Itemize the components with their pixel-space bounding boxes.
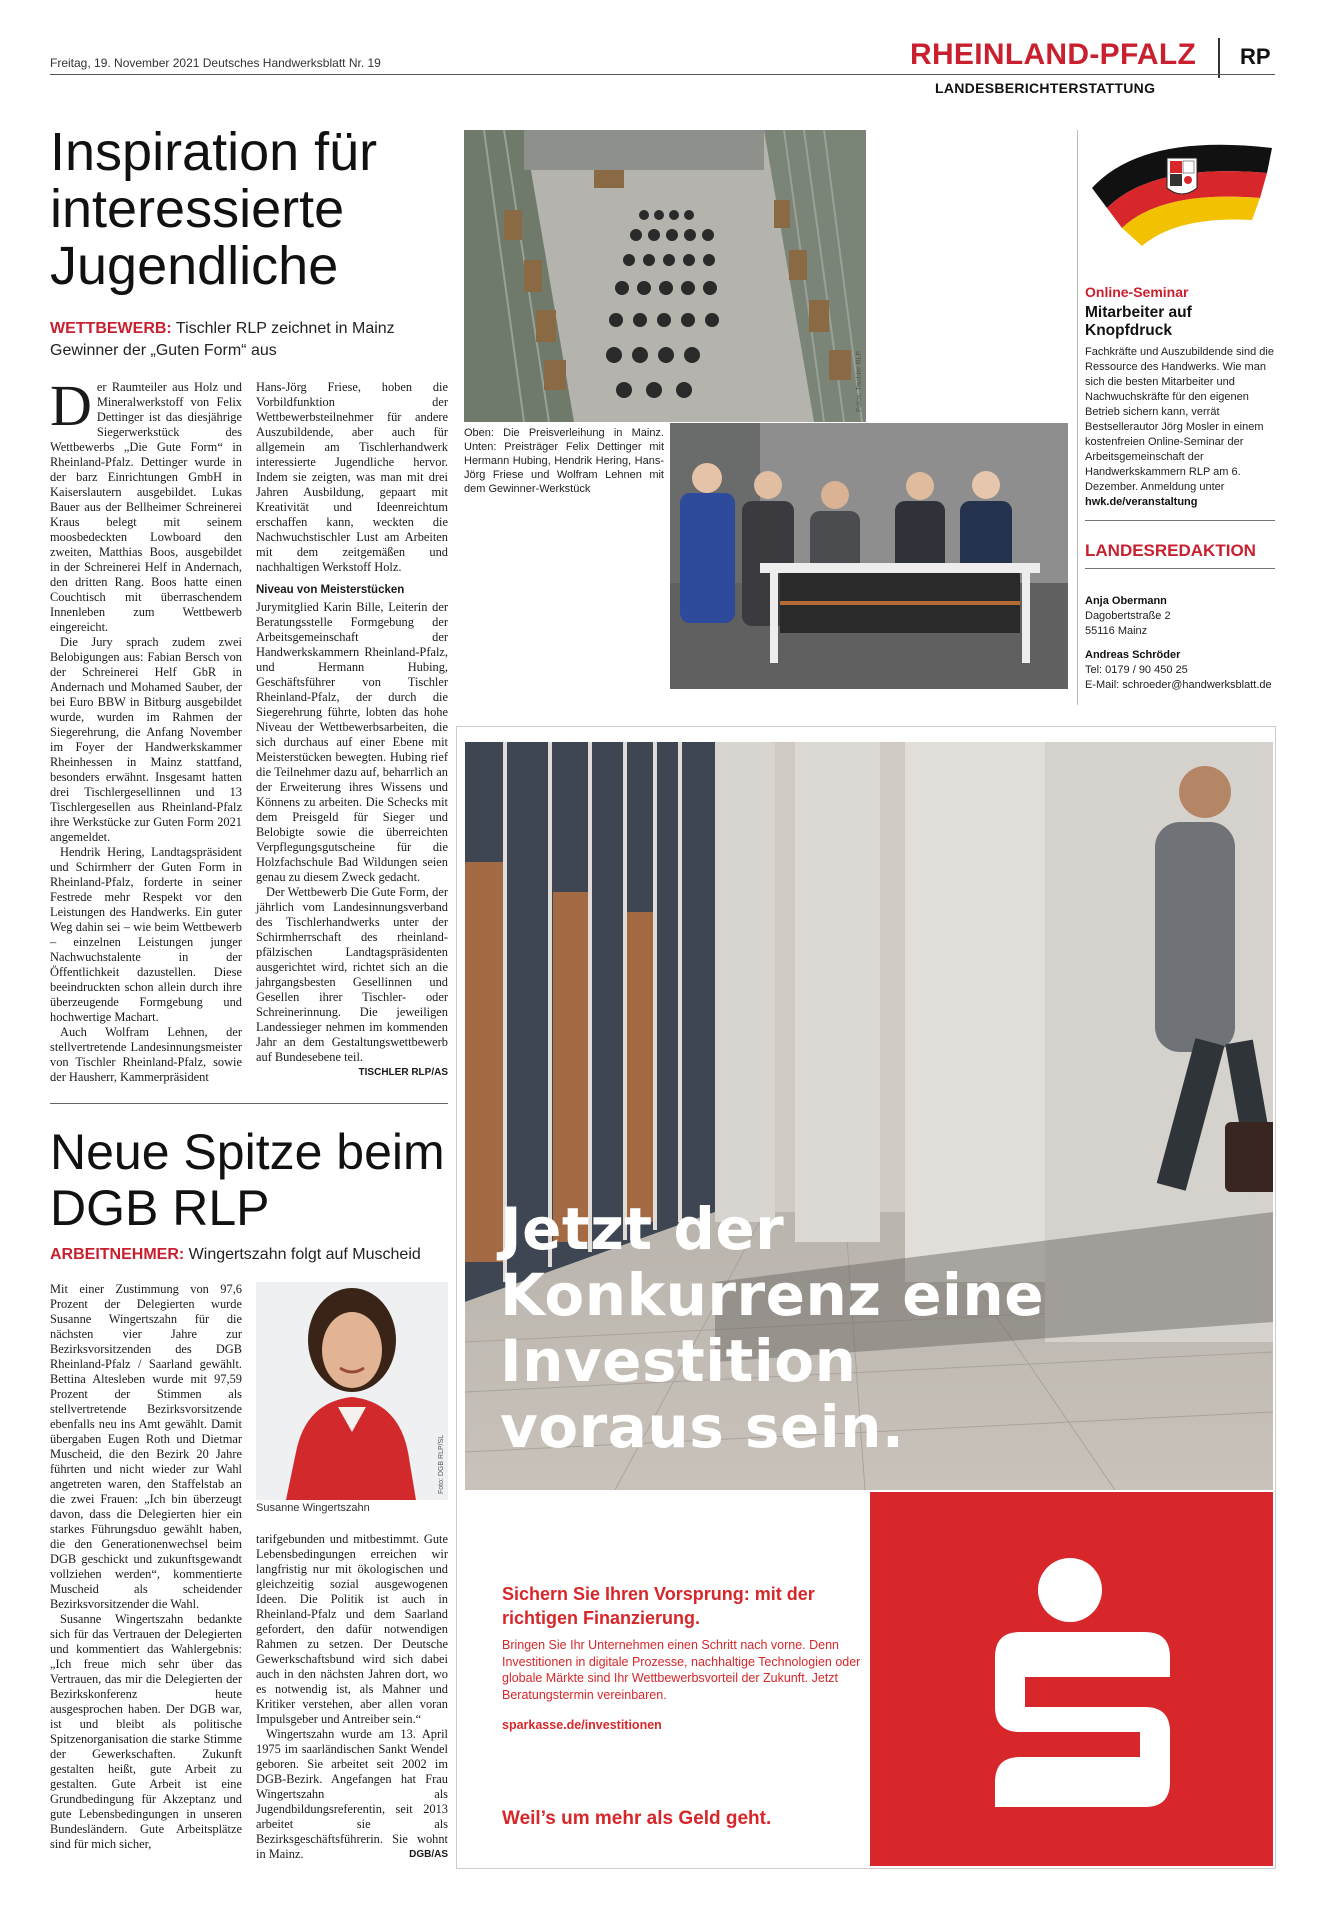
portrait-photo [256,1282,448,1500]
portrait-illustration [256,1282,448,1500]
article-2-column-1 [50,1282,242,1852]
photo-winners-group [670,423,1068,689]
sidebar-rule [1085,520,1275,521]
kicker-text: Wingertszahn folgt auf Muscheid [184,1246,421,1263]
article-2-column-2 [256,1532,448,1862]
portrait-caption: Susanne Wingertszahn [256,1502,370,1514]
contact-block [1085,594,1285,693]
ad-logo-panel [870,1492,1273,1866]
paragraph [256,1727,448,1862]
contact-name: Andreas Schröder [1085,649,1181,661]
paragraph-text: Der Wettbewerb Die Gute Form, der jährlich vom Landesinnungsverband des Tischlerhandwerks unter der Schirmherrschaft des rheinland-pfälzischen Landtagspräsidenten ausgerichtet wird, richtet sich an die jahrgangsbesten Gesellinnen und Gesellen ihrer Tischler- oder Schreinerinnung. Die jeweiligen Landessieger nehmen im kommenden Jahr an dem Gestaltungswettbewerb auf Bundesebene teil. [256,885,448,1064]
seminar-body [1085,345,1275,510]
article-1-column-1 [50,373,242,1085]
paragraph: Hans-Jörg Friese, hoben die Vorbildfunktion der Wettbewerbsteilnehmer für andere Auszubildende, aber auch für allgemein am Tischlerhandwerk interessierte Jugendliche hervor. Indem sie zeigten, was man mit drei Jahren Ausbildung, gepaart mit Kreativität und Ideenreichtum erschaffen kann, weckten die Nachwuchstischler Lust am Arbeiten mit dem zeitgemäßen und nachhaltigen Werkstoff Holz. [256,380,448,574]
article-title-1: Inspiration für interessierte Jugendliche [50,122,378,296]
sidebar-divider [1077,130,1078,705]
ad-link[interactable]: sparkasse.de/investitionen [502,1718,662,1732]
contact-name: Anja Obermann [1085,595,1167,607]
subheading: Niveau von Meisterstücken [256,584,405,596]
drop-cap: D [50,373,92,438]
redaktion-heading: LANDESREDAKTION [1085,541,1256,560]
group-illustration [670,423,1068,689]
contact-phone: Tel: 0179 / 90 450 25 [1085,664,1188,676]
paragraph-text: Wingertszahn wurde am 13. April 1975 im saarländischen Sankt Wendel geboren. Sie arbeitet seit 2002 im DGB-Bezirk. Angefangen hat Frau Wingertszahn als Jugendbildungsreferentin, seit 2013 arbeitet sie als Bezirksgeschäftsführerin. Sie wohnt in Mainz. [256,1727,448,1861]
ad-body-text: Bringen Sie Ihr Unternehmen einen Schritt nach vorne. Denn Investitionen in digitale Prozesse, nachhaltige Technologien oder globale Märkte sind Ihr Wettbewerbsvorteil der Zukunft. Jetzt Beratungstermin vereinbaren. [502,1638,861,1702]
paragraph: Jurymitglied Karin Bille, Leiterin der Beratungsstelle Formgebung der Arbeitsgemeinschaft der Handwerkskammern Rheinland-Pfalz, und Hermann Hubing, Geschäftsführer von Tischler Rheinland-Pfalz, der durch die Siegerehrung führte, lobten das hohe Niveau der Wettbewerbsarbeiten, die sich durchaus auf einer Ebene mit Meisterstücken bewegten. Hubing rief die Teilnehmer dazu auf, beharrlich an der Erweiterung ihres Wissens und Könnens zu arbeiten. Die Schecks mit dem Preisgeld für Sieger und Belobigte sowie die überreichten Verpflegungsgutscheine für die Holzfachschule Bad Wildungen seien genau zu diesem Zweck gedacht. [256,600,448,884]
header-rule [50,74,1275,75]
article-1-column-2 [256,380,448,1080]
article-title-2: Neue Spitze beim DGB RLP [50,1124,445,1236]
seminar-link[interactable]: hwk.de/veranstaltung [1085,496,1198,508]
portrait-credit: Foto: DGB RLP/SL [438,1434,445,1494]
article-kicker-1 [50,318,460,362]
rlp-flag-logo [1082,128,1278,248]
byline: DGB/AS [409,1849,448,1860]
photo-caption: Oben: Die Preisverleihung in Mainz. Unten: Preisträger Felix Dettinger mit Hermann Hubing, Hendrik Hering, Hans-Jörg Friese und Wolfram Lehnen mit dem Gewinner-Werkstück [464,427,664,495]
paragraph: er Raumteiler aus Holz und Mineralwerkstoff von Felix Dettinger ist das diesjährige Siegerwerkstück des Wettbewerbs „Die Gute Form“ in Rheinland-Pfalz. Dettinger wurde in der barz Einrichtungen GmbH in Kaiserslautern ausgebildet. Lukas Bauer aus der Bellheimer Schreinerei Kraus belegt mit seinem moosbedeckten Lowboard den zweiten, Matthias Boos, ausgebildet in der Schreinerei Helf in Andernach, den dritten Rang. Boos hatte einen Couchtisch mit überraschendem Innenleben zum Wettbewerb eingereicht. [50,380,242,634]
region-title: RHEINLAND-PFALZ [910,38,1197,71]
paragraph: Die Jury sprach zudem zwei Belobigungen aus: Fabian Bersch von der Schreinerei Helf GbR in Andernach und Mohamed Sauber, der bei Euro BBW in Bitburg ausgebildet wurde, wurden im Rahmen der Siegerehrung, die Anfang November im Foyer der Handwerkskammer Rheinhessen in Mainz stattfand, besonders erwähnt. Insgesamt hatten drei Tischlergesellinnen und 13 Tischlergesellen aus Rheinland-Pfalz ihre Werkstücke zur Guten Form 2021 angemeldet. [50,635,242,844]
paragraph: Susanne Wingertszahn bedankte sich für das Vertrauen der Delegierten und kommentiert das Wahlergebnis: „Ich freue mich sehr über das Vertrauen, das mir die Delegierten der Bezirkskonferenz heute ausgesprochen haben. Der DGB war, ist und bleibt als politische Spitzenorganisation die starke Stimme der Gewerkschaften. Zukunft gestalten heißt, gute Arbeit zu gestalten. Gute Arbeit ist eine Grundbedingung für Akzeptanz und gute Lebensbedingungen in unseren Bundesländern. Gute Arbeitsplätze sind für mich sicher, [50,1612,242,1851]
contact-city: 55116 Mainz [1085,625,1148,637]
byline: TISCHLER RLP/AS [358,1067,448,1078]
article-kicker-2 [50,1246,421,1264]
seminar-text: Fachkräfte und Auszubildende sind die Ressource des Handwerks. Wie man sich die besten Mitarbeiter und Nachwuchskräfte für den eigenen Betrieb sichern kann, verrät Bestsellerautor Jörg Mosler in einem kostenfreien Online-Seminar der Arbeitsgemeinschaft der Handwerkskammern RLP am 6. Dezember. Anmeldung unter [1085,346,1274,493]
seminar-title: Mitarbeiter auf Knopfdruck [1085,304,1192,339]
article-divider [50,1103,448,1104]
paragraph: Auch Wolfram Lehnen, der stellvertretende Landesinnungsmeister von Tischler Rheinland-Pfalz, sowie der Hausherr, Kammerpräsident [50,1025,242,1084]
section-subtitle: LANDESBERICHTERSTATTUNG [935,80,1156,96]
photo-award-ceremony [464,130,866,422]
kicker-label: ARBEITNEHMER: [50,1246,185,1263]
header-divider [1218,38,1220,78]
seminar-box [1085,284,1275,510]
paragraph: tarifgebunden und mitbestimmt. Gute Lebensbedingungen erreichen wir langfristig nur mit ökologischen und gleichzeitig sozial ausgewogenen Ideen. Die Politik ist auch in Rheinland-Pfalz und dem Saarland gefordert, den dafür notwendigen Rahmen zu setzen. Der Deutsche Gewerkschaftsbund wird sich dabei auch in den nächsten Jahren dort, wo es notwendig ist, als Mahner und Kritiker verstehen, aber allen voran Impulsgeber und Antreiber sein.“ [256,1532,448,1726]
sparkasse-logo-icon [870,1492,1273,1866]
ad-headline: Jetzt der Konkurrenz eine Investition voraus sein. [500,1195,1045,1461]
contact-email[interactable]: E-Mail: schroeder@handwerksblatt.de [1085,679,1272,691]
ad-subheadline: Sichern Sie Ihren Vorsprung: mit der richtigen Finanzierung. [502,1584,815,1628]
photo-credit: Fotos: Tischler RLP [856,350,863,412]
sidebar-rule [1085,568,1275,569]
atrium-illustration [464,130,866,422]
paragraph: Mit einer Zustimmung von 97,6 Prozent der Delegierten wurde Susanne Wingertszahn für die nächsten vier Jahre zur Bezirksvorsitzenden des DGB Rheinland-Pfalz / Saarland gewählt. Bettina Altesleben wurde mit 97,59 Prozent der Stimmen als stellvertretende Bezirksvorsitzende ebenfalls neu ins Amt gewählt. Damit übergaben Eugen Roth und Dietmar Muscheid, die den Bezirk 20 Jahre führten und nicht wieder zur Wahl angetreten waren, den Staffelstab an die zwei Frauen: „Ich bin überzeugt davon, dass die Delegierten hier ein starkes Führungsduo gewählt haben, die den Generationenwechsel beim DGB geschickt und zukunftsgewandt vollziehen werden“, kommentierte Muscheid als scheidender Bezirksvorsitzender die Wahl. [50,1282,242,1611]
issue-meta: Freitag, 19. November 2021 Deutsches Handwerksblatt Nr. 19 [50,56,381,70]
seminar-kicker: Online-Seminar [1085,284,1189,300]
contact-street: Dagobertstraße 2 [1085,610,1171,622]
kicker-label: WETTBEWERB: [50,320,172,337]
paragraph [256,885,448,1078]
kicker-text: Tischler RLP zeichnet in Mainz Gewinner der „Guten Form“ aus [50,320,395,359]
ad-slogan: Weil’s um mehr als Geld geht. [502,1808,772,1829]
region-code: RP [1240,44,1271,69]
paragraph: Hendrik Hering, Landtagspräsident und Schirmherr der Guten Form in Rheinland-Pfalz, forderte in seiner Festrede mehr Respekt vor den Leistungen des Handwerks. Ein guter Weg dahin sei – wie beim Wettbewerb – einzelnen Leistungen junger Nachwuchstalente in der Öffentlichkeit dazustellen. Diese beeindruckten schon allein durch ihre überzeugende Formgebung und hochwertige Machart. [50,845,242,1024]
